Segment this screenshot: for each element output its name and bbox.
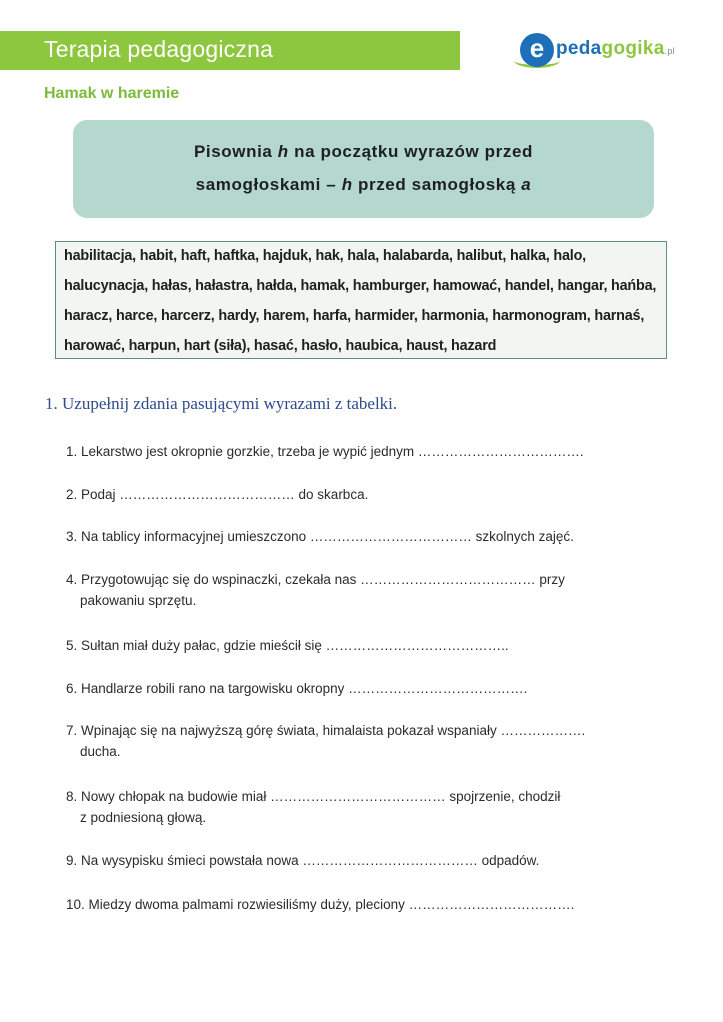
word-line: harować, harpun, hart (siła), hasać, hasło, haubica, haust, hazard: [64, 338, 497, 354]
exercise-text: 6. Handlarze robili rano na targowisku okropny ………………………………….: [66, 681, 528, 696]
topic-l1-before: Pisownia: [193, 142, 278, 161]
word-table: [55, 241, 667, 359]
exercise-item-10: [66, 897, 574, 912]
exercise-text: 9. Na wysypisku śmieci powstała nowa ………………………………… odpadów.: [66, 853, 540, 868]
word-line: haracz, harce, harcerz, hardy, harem, harfa, harmider, harmonia, harmonogram, harnaś,: [64, 308, 645, 324]
exercise-item-3: [66, 529, 574, 544]
logo-text-b: gogika: [601, 38, 665, 59]
topic-l2-em2: a: [521, 175, 532, 194]
exercise-item-4: [66, 572, 565, 608]
exercise-item-1: [66, 444, 584, 459]
exercise-text: 3. Na tablicy informacyjnej umieszczono ……………………………… szkolnych zajęć.: [66, 529, 574, 544]
exercise-text: 4. Przygotowując się do wspinaczki, czekała nas ………………………………… przy: [66, 572, 565, 587]
exercise-text: 2. Podaj ………………………………… do skarbca.: [66, 487, 369, 502]
exercise-text: 7. Wpinając się na najwyższą górę świata, himalaista pokazał wspaniały ……………….: [66, 723, 586, 738]
exercise-item-6: [66, 681, 527, 696]
topic-line-1: [73, 142, 654, 162]
exercise-item-7: [66, 723, 585, 759]
worksheet-subtitle: Hamak w haremie: [44, 85, 180, 102]
logo-text: [556, 38, 675, 60]
exercise-text: 5. Sułtan miał duży pałac, gdzie mieścił się …………………………………..: [66, 638, 509, 653]
task-title: 1. Uzupełnij zdania pasującymi wyrazami z tabelki.: [45, 394, 398, 413]
topic-l2-middle: przed samogłoską: [352, 175, 522, 194]
logo-suffix: .pl: [664, 46, 675, 56]
topic-line-2: [73, 175, 654, 195]
exercise-text: 8. Nowy chłopak na budowie miał ………………………………… spojrzenie, chodził: [66, 789, 561, 804]
exercise-item-9: [66, 853, 539, 868]
exercise-text: 10. Miedzy dwoma palmami rozwiesiliśmy duży, pleciony ……………………………….: [66, 897, 575, 912]
topic-l1-after: na początku wyrazów przed: [288, 142, 533, 161]
exercise-item-8: [66, 789, 560, 825]
exercise-continuation: pakowaniu sprzętu.: [80, 593, 197, 608]
logo-text-a: peda: [556, 38, 602, 59]
exercise-continuation: ducha.: [80, 744, 121, 759]
topic-l1-em: h: [277, 142, 289, 161]
topic-box: [73, 120, 654, 218]
exercise-text: 1. Lekarstwo jest okropnie gorzkie, trzeba je wypić jednym ……………………………….: [66, 444, 584, 459]
topic-l2-before: samogłoskami –: [195, 175, 342, 194]
word-line: halucynacja, hałas, hałastra, hałda, hamak, hamburger, hamować, handel, hangar, hańba,: [64, 278, 657, 294]
topic-l2-em: h: [341, 175, 353, 194]
exercise-item-2: [66, 487, 368, 502]
exercise-continuation: z podniesioną głową.: [80, 810, 207, 825]
logo-e-icon: e: [520, 33, 554, 67]
page-header-title: Terapia pedagogiczna: [44, 36, 274, 62]
epedagogika-logo[interactable]: [520, 33, 690, 67]
word-line: habilitacja, habit, haft, haftka, hajduk, hak, hala, halabarda, halibut, halka, halo,: [64, 248, 586, 264]
exercise-item-5: [66, 638, 509, 653]
